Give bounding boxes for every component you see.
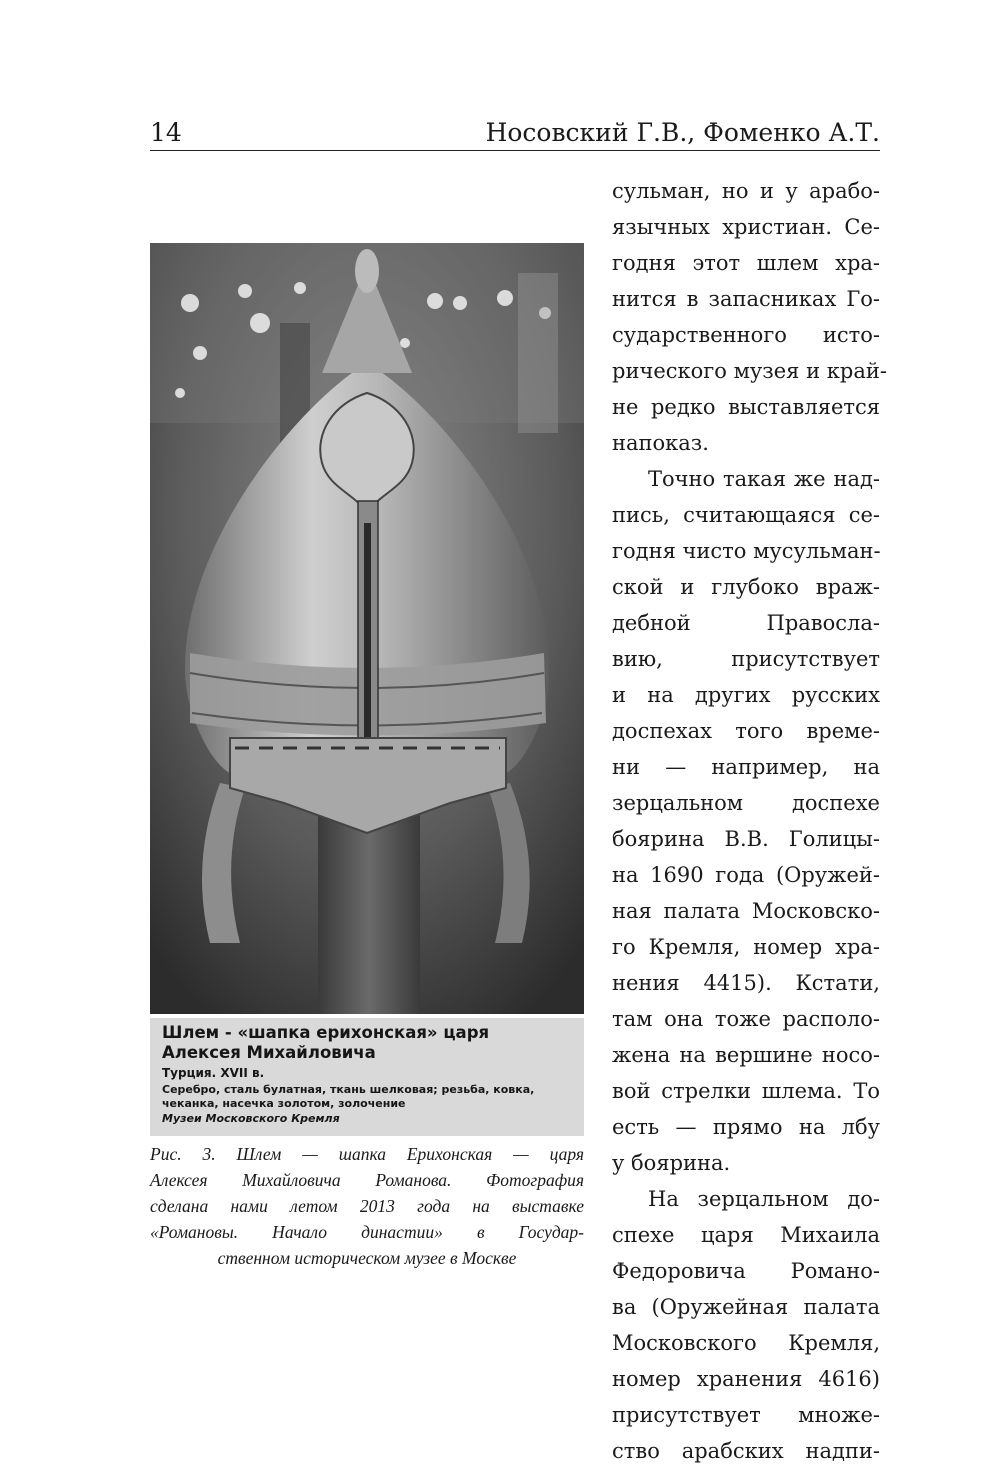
body-line: пись, считающаяся се- xyxy=(612,503,880,527)
body-line: вой стрелки шлема. То xyxy=(612,1079,880,1103)
running-head-authors: Носовский Г.В., Фоменко А.Т. xyxy=(485,118,880,147)
body-line: На зерцальном до- xyxy=(648,1187,880,1211)
body-line: сударственного исто- xyxy=(612,323,880,347)
body-line: спехе царя Михаила xyxy=(612,1223,880,1247)
body-line: жена на вершине носо- xyxy=(612,1043,880,1067)
body-line: сульман, но и у арабо- xyxy=(612,179,880,203)
label-materials: Серебро, сталь булатная, ткань шелковая; резьба, ковка, чеканка, насечка золотом, золочение xyxy=(162,1083,535,1110)
label-museum: Музеи Московского Кремля xyxy=(162,1112,340,1125)
body-line: присутствует множе- xyxy=(612,1403,880,1427)
caption-line: Алексея Михайловича Романова. Фотография xyxy=(150,1170,584,1190)
body-line: язычных христиан. Се- xyxy=(612,215,880,239)
body-line: годня чисто мусульман- xyxy=(612,539,881,563)
page-number: 14 xyxy=(150,118,182,147)
body-line: Федоровича Романо- xyxy=(612,1259,880,1283)
body-line: годня этот шлем хра- xyxy=(612,251,880,275)
body-line: ни — например, на xyxy=(612,755,880,779)
running-header xyxy=(150,118,880,152)
body-line: ная палата Московско- xyxy=(612,899,880,923)
body-line: напоказ. xyxy=(612,431,709,455)
figure-caption xyxy=(150,1141,584,1271)
body-line: у боярина. xyxy=(612,1151,731,1175)
body-line: нится в запасниках Го- xyxy=(612,287,880,311)
body-line: и на других русских xyxy=(612,683,880,707)
label-country: Турция. XVII в. xyxy=(162,1066,265,1080)
body-line: ской и глубоко враж- xyxy=(612,575,880,599)
body-line: номер хранения 4616) xyxy=(612,1367,880,1391)
caption-line: ственном историческом музее в Москве xyxy=(217,1248,517,1268)
body-line: рического музея и край- xyxy=(612,359,887,383)
body-line: Московского Кремля, xyxy=(612,1331,880,1355)
body-line: зерцальном доспехе xyxy=(612,791,880,815)
museum-label-card xyxy=(150,1018,584,1136)
label-title: Шлем - «шапка ерихонская» царя Алексея Михайловича xyxy=(162,1023,490,1062)
helmet-photo xyxy=(150,243,584,1014)
body-line: боярина В.В. Голицы- xyxy=(612,827,880,851)
body-line: го Кремля, номер хра- xyxy=(612,935,880,959)
body-line: ство арабских надпи- xyxy=(612,1439,880,1463)
body-line: есть — прямо на лбу xyxy=(612,1115,880,1139)
caption-line: сделана нами летом 2013 года на выставке xyxy=(150,1196,584,1216)
header-rule xyxy=(150,150,880,151)
body-line: на 1690 года (Оружей- xyxy=(612,863,880,887)
body-line: не редко выставляется xyxy=(612,395,880,419)
body-line: вию, присутствует xyxy=(612,647,880,671)
body-line: там она тоже располо- xyxy=(612,1007,880,1031)
body-line: Точно такая же над- xyxy=(648,467,880,491)
body-text-column xyxy=(612,173,887,1469)
body-line: нения 4415). Кстати, xyxy=(612,971,880,995)
body-line: ва (Оружейная палата xyxy=(612,1295,880,1319)
caption-line: Рис. 3. Шлем — шапка Ерихонская — царя xyxy=(150,1144,584,1164)
body-line: доспехах того време- xyxy=(612,719,880,743)
body-line: дебной Правосла- xyxy=(612,611,880,635)
caption-line: «Романовы. Начало династии» в Государ- xyxy=(150,1222,584,1242)
